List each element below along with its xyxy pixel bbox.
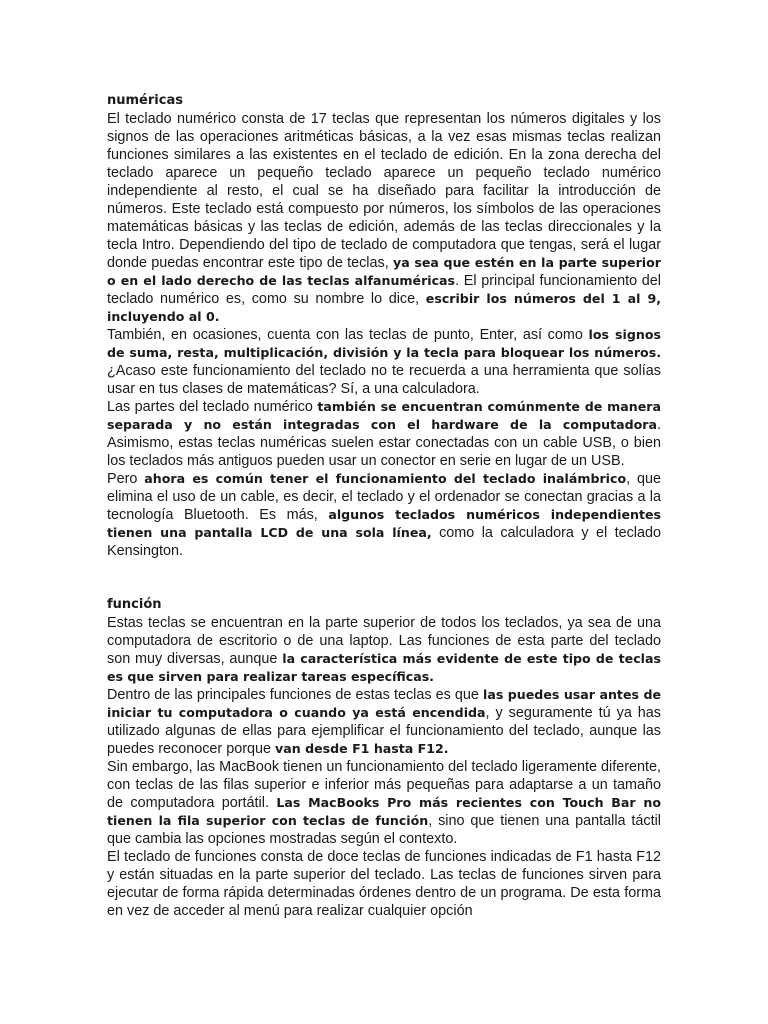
body-paragraph (107, 110, 661, 326)
bold-text-run: las puedes usar antes de iniciar tu computadora o cuando ya está encendida (107, 687, 661, 720)
text-run: Pero (107, 471, 145, 487)
text-run: Estas teclas se encuentran en la parte superior de todos los teclados, ya sea de una computadora de escritorio o de una laptop. Las funciones de esta parte del teclado son muy diversas, aunque (107, 615, 661, 667)
section-heading: función (107, 597, 162, 612)
body-paragraph (107, 614, 661, 686)
bold-text-run: los signos de suma, resta, multiplicación, división y la tecla para bloquear los números. (107, 327, 662, 360)
text-run: Las partes del teclado numérico (107, 399, 318, 415)
body-paragraph (107, 326, 661, 398)
document-page (107, 92, 661, 920)
text-run: ¿Acaso este funcionamiento del teclado no te recuerda a una herramienta que solías usar en tus clases de matemáticas? Sí, a una calculadora. (107, 363, 661, 397)
bold-text-run: la característica más evidente de este tipo de teclas es que sirven para realizar tareas específicas. (107, 651, 661, 684)
text-run: El teclado numérico consta de 17 teclas que representan los números digitales y los signos de las operaciones aritméticas básicas, a la vez esas mismas teclas realizan funciones similares a las existentes en el teclado de edición. En la zona derecha del teclado aparece un pequeño teclado aparece un pequeño teclado numérico independiente al resto, el cual se ha diseñado para facilitar la introducción de números. Este teclado está compuesto por números, los símbolos de las operaciones matemáticas básicas y las teclas de edición, además de las teclas direccionales y la tecla Intro. Dependiendo del tipo de teclado de computadora que tengas, será el lugar donde puedas encontrar este tipo de teclas, (107, 111, 661, 271)
bold-text-run: ahora es común tener el funcionamiento del teclado inalámbrico (144, 471, 627, 486)
section-spacer (107, 560, 661, 596)
bold-text-run: Las MacBooks Pro más recientes con Touch Bar no tienen la fila superior con teclas de función (107, 795, 661, 828)
text-run: , y seguramente tú ya has utilizado algunas de ellas para ejemplificar el funcionamiento del teclado, aunque las puedes reconocer porque (107, 705, 661, 757)
text-run: También, en ocasiones, cuenta con las teclas de punto, Enter, así como (107, 327, 589, 343)
body-paragraph (107, 686, 661, 758)
body-paragraph (107, 398, 661, 470)
body-paragraph (107, 470, 661, 560)
section-funcion (107, 596, 661, 920)
text-run: . El principal funcionamiento del teclado numérico es, como su nombre lo dice, (107, 273, 662, 307)
section-heading: numéricas (107, 93, 183, 108)
text-run: Dentro de las principales funciones de estas teclas es que (107, 687, 483, 703)
section-numericas (107, 92, 661, 560)
bold-text-run: escribir los números del 1 al 9, incluyendo al 0. (107, 291, 661, 324)
section-body (107, 110, 661, 560)
text-run: El teclado de funciones consta de doce teclas de funciones indicadas de F1 hasta F12 y están situadas en la parte superior del teclado. Las teclas de funciones sirven para ejecutar de forma rápida determinadas órdenes dentro de un programa. De esta forma en vez de acceder al menú para realizar cualquier opción (107, 849, 661, 919)
text-run: . Asimismo, estas teclas numéricas suelen estar conectadas con un cable USB, o bien los teclados más antiguos pueden usar un conector en serie en lugar de un USB. (107, 417, 661, 469)
text-run: como la calculadora y el teclado Kensington. (107, 525, 661, 559)
text-run: Sin embargo, las MacBook tienen un funcionamiento del teclado ligeramente diferente, con teclas de las filas superior e inferior más pequeñas para adaptarse a un tamaño de computadora portátil. (107, 759, 661, 811)
text-run: , sino que tienen una pantalla táctil que cambia las opciones mostradas según el contexto. (107, 813, 661, 847)
body-paragraph (107, 758, 661, 848)
bold-text-run: van desde F1 hasta F12. (275, 741, 449, 756)
section-body (107, 614, 661, 920)
bold-text-run: también se encuentran comúnmente de manera separada y no están integradas con el hardware de la computadora (107, 399, 661, 432)
body-paragraph (107, 848, 661, 920)
bold-text-run: ya sea que estén en la parte superior o en el lado derecho de las teclas alfanuméricas (107, 255, 661, 288)
text-run: , que elimina el uso de un cable, es decir, el teclado y el ordenador se conectan gracias a la tecnología Bluetooth. Es más, (107, 471, 661, 523)
bold-text-run: algunos teclados numéricos independientes tienen una pantalla LCD de una sola línea, (107, 507, 662, 540)
